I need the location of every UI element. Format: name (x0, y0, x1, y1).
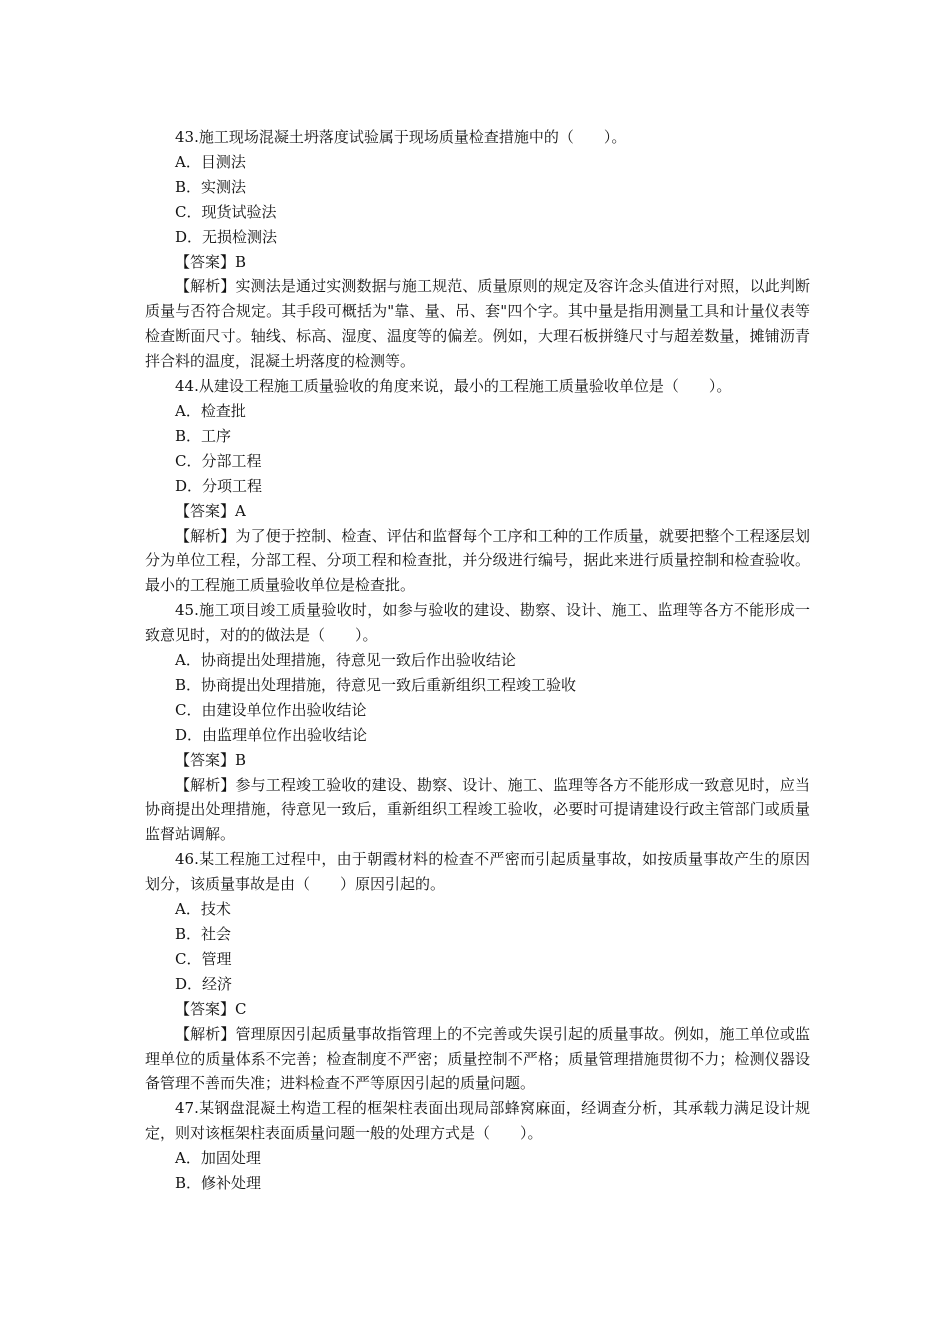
option-a: A．加固处理 (175, 1149, 261, 1168)
document-page (145, 125, 810, 1196)
option-c: C．现货试验法 (175, 202, 277, 221)
answer-label: 【答案】C (175, 999, 247, 1018)
option-a: A．目测法 (175, 152, 246, 171)
question-stem: 47.某钢盘混凝土构造工程的框架柱表面出现局部蜂窝麻面，经调查分析，其承载力满足设计规定，则对该框架柱表面质量问题一般的处理方式是（ ）。 (145, 1099, 810, 1143)
option-d: D．经济 (175, 974, 233, 993)
option-d: D．无损检测法 (175, 227, 278, 246)
option-c: C．分部工程 (175, 451, 262, 470)
question-46 (145, 847, 810, 1096)
answer-label: 【答案】A (175, 501, 246, 520)
option-b: B．工序 (175, 426, 232, 445)
question-45 (145, 598, 810, 847)
analysis-text: 【解析】为了便于控制、检查、评估和监督每个工序和工种的工作质量，就要把整个工程逐层划分为单位工程，分部工程、分项工程和检查批，并分级进行编号，据此来进行质量控制和检查验收。最小的工程施工质量验收单位是检查批。 (145, 526, 810, 595)
question-stem: 46.某工程施工过程中，由于朝霞材料的检查不严密而引起质量事故，如按质量事故产生的原因划分，该质量事故是由（ ）原因引起的。 (145, 850, 810, 894)
analysis-text: 【解析】参与工程竣工验收的建设、勘察、设计、施工、监理等各方不能形成一致意见时，应当协商提出处理措施，待意见一致后，重新组织工程竣工验收，必要时可提请建设行政主管部门或质量监督站调解。 (145, 775, 810, 844)
question-stem: 44.从建设工程施工质量验收的角度来说，最小的工程施工质量验收单位是（ ）。 (175, 377, 732, 396)
analysis-text: 【解析】实测法是通过实测数据与施工规范、质量原则的规定及容许念头值进行对照，以此判断质量与否符合规定。其手段可概括为"靠、量、吊、套"四个字。其中量是指用测量工具和计量仪表等检查断面尺寸。轴线、标高、湿度、温度等的偏差。例如，大理石板拼缝尺寸与超差数量，摊铺沥青拌合料的温度，混凝土坍落度的检测等。 (145, 277, 810, 371)
answer-label: 【答案】B (175, 750, 247, 769)
question-stem: 45.施工项目竣工质量验收时，如参与验收的建设、勘察、设计、施工、监理等各方不能形成一致意见时，对的的做法是（ ）。 (145, 601, 810, 645)
analysis-text: 【解析】管理原因引起质量事故指管理上的不完善或失误引起的质量事故。例如，施工单位或监理单位的质量体系不完善；检查制度不严密；质量控制不严格；质量管理措施贯彻不力；检测仪器设备管理不善而失准；进料检查不严等原因引起的质量问题。 (145, 1024, 810, 1093)
option-d: D．分项工程 (175, 476, 263, 495)
question-44 (145, 374, 810, 598)
option-b: B．社会 (175, 925, 232, 943)
question-47 (145, 1096, 810, 1196)
question-stem: 43.施工现场混凝土坍落度试验属于现场质量检查措施中的（ ）。 (175, 128, 627, 146)
answer-label: 【答案】B (175, 252, 247, 271)
option-a: A．技术 (175, 900, 231, 919)
option-a: A．协商提出处理措施，待意见一致后作出验收结论 (175, 651, 516, 670)
option-b: B．实测法 (175, 177, 247, 196)
option-b: B．协商提出处理措施，待意见一致后重新组织工程竣工验收 (175, 675, 577, 694)
option-c: C．管理 (175, 949, 232, 968)
option-d: D．由监理单位作出验收结论 (175, 725, 368, 744)
option-a: A．检查批 (175, 401, 246, 420)
option-c: C．由建设单位作出验收结论 (175, 700, 367, 719)
question-43 (145, 125, 810, 374)
option-b: B．修补处理 (175, 1174, 262, 1193)
